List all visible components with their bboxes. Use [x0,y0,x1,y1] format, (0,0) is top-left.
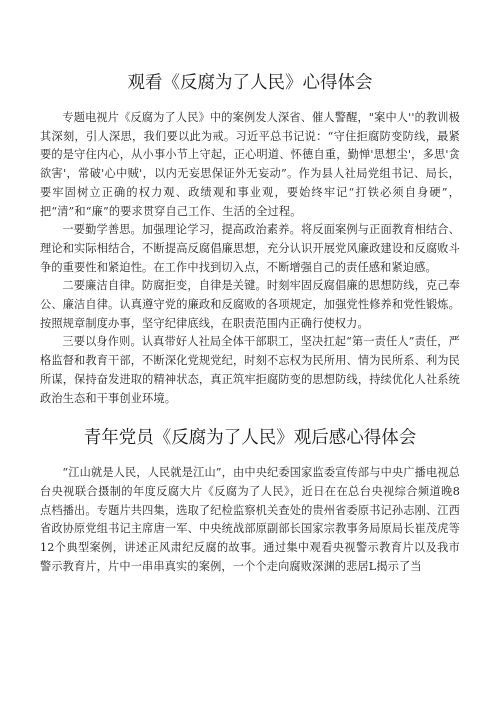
article1-paragraph-1: 专题电视片《反腐为了人民》中的案例发人深省、催人警醒，"案中人''的教训极其深刻，引人深思，我们要以此为戒。习近平总书记说：“守住拒腐防变防线，最紧要的是守住内心，从小事小节上守起，正心明道、怀德自重，勤惮'思想尘'，多思'贪欲害'，常破'心中贼'，以内无妄思保证外无妄动”。作为县人社局党组书记、局长，要牢固树立正确的权力观、政绩观和事业观，要始终牢记“打铁必须自身硬”，把“清”和“廉”的要求贯穿自己工作、生活的全过程。 [40,111,460,218]
article1-paragraph-2: 一要勤学善思。加强理论学习，提高政治素养。将反面案例与正面教育相结合、理论和实际相结合，不断提高反腐倡廉思想，充分认识开展党风廉政建设和反腐败斗争的重要性和紧迫性。在工作中找到切入点，不断增强自己的责任感和紧迫感。 [40,223,460,274]
article1-paragraph-4: 三要以身作则。认真带好人社局全体干部职工，坚决扛起“第一责任人”责任，严格监督和教育干部，不断深化党规党纪，时刻不忘权为民所用、情为民所系、利为民所谋，保持奋发进取的精神状态，真正筑牢拒腐防变的思想防线，持续优化人社系统政治生态和干事创业环境。 [40,335,460,405]
article-title-2: 青年党员《反腐为了人民》观后感心得体会 [83,428,417,449]
article-title-1: 观看《反腐为了人民》心得体会 [127,73,373,93]
article2-paragraph-1: “江山就是人民，人民就是江山”，由中央纪委国家监委宣传部与中央广播电视总台央视联合摄制的年度反腐大片《反腐为了人民》，近日在在总台央视综合频道晚8点档播出。专题片共四集，选取了纪检监察机关查处的贵州省委原书记孙志刚、江西省政协原党组书记主席唐一军、中央统战部原副部长国家宗教事务局原局长崔茂虎等12个典型案例，讲述正风肃纪反腐的故事。通过集中观看央视警示教育片以及我市警示教育片，片中一串串真实的案例，一个个走向腐败深渊的悲居L揭示了当 [40,466,460,573]
article1-paragraph-3: 二要廉洁自律。防腐拒变，自律是关键。时刻牢固反腐倡廉的思想防线，克己奉公、廉洁自律。认真遵守党的廉政和反腐败的各项规定，加强党性修养和党性锻炼。按照规章制度办事，坚守纪律底线，在职责范围内正确行使权力。 [40,279,460,330]
